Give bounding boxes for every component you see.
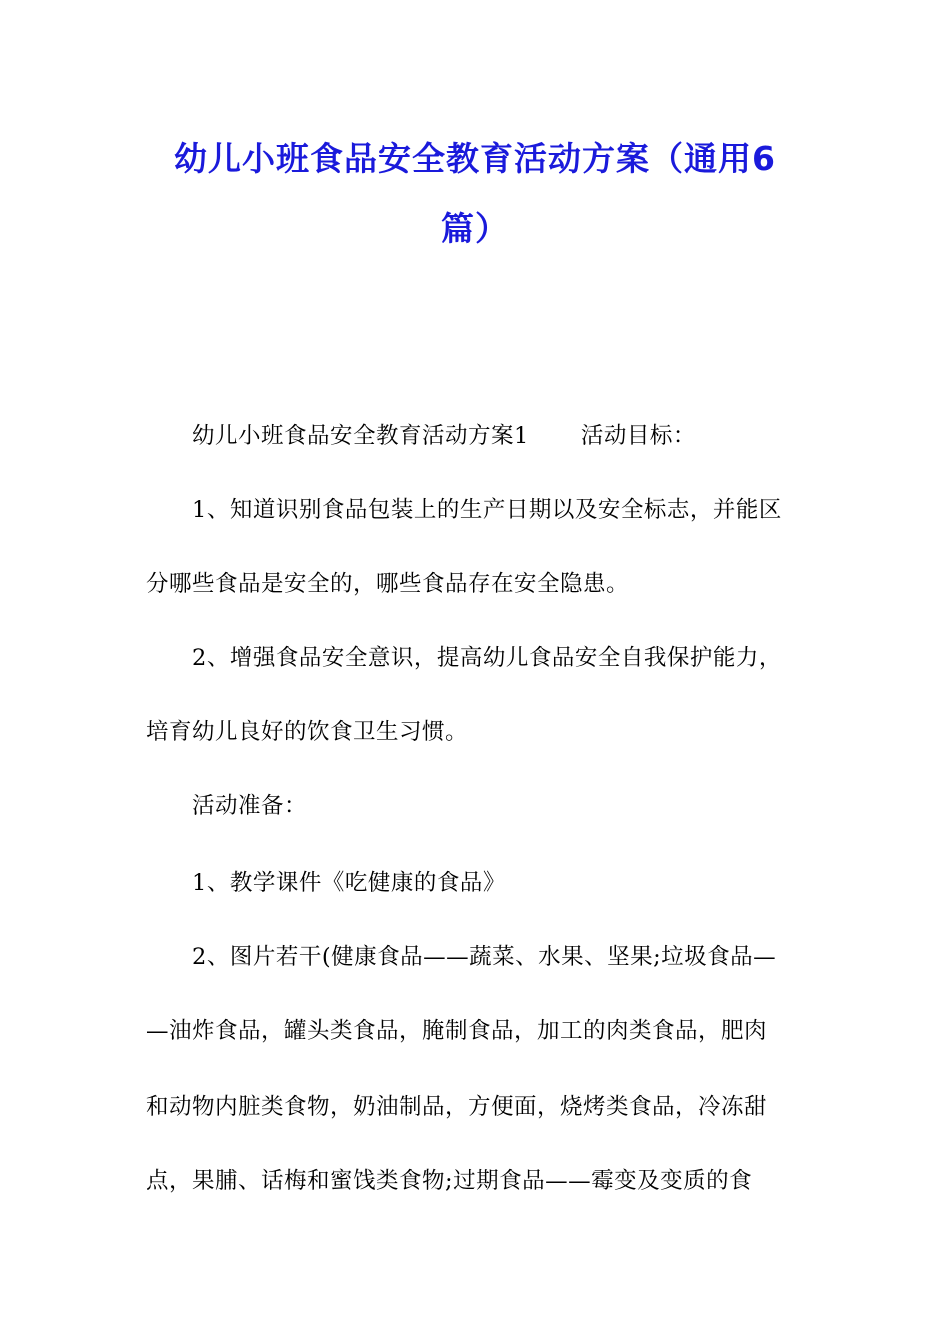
paragraph-line: 点，果脯、话梅和蜜饯类食物;过期食品——霉变及变质的食: [146, 1168, 753, 1194]
paragraph-line: 培育幼儿良好的饮食卫生习惯。: [146, 719, 469, 745]
paragraph-line: 分哪些食品是安全的，哪些食品存在安全隐患。: [146, 571, 630, 597]
document-title-line-2: 篇）: [441, 209, 509, 248]
paragraph-line: 2、图片若干(健康食品——蔬菜、水果、坚果;垃圾食品—: [192, 944, 777, 970]
paragraph-line: 1、教学课件《吃健康的食品》: [192, 870, 506, 896]
section-subheading: 活动目标：: [580, 423, 696, 449]
paragraph-line: 活动准备：: [192, 793, 308, 819]
section-heading-row: [192, 421, 856, 451]
paragraph-line: 1、知道识别食品包装上的生产日期以及安全标志，并能区: [192, 497, 782, 523]
document-title-line-1: 幼儿小班食品安全教育活动方案（通用6: [174, 139, 776, 178]
paragraph-line: 和动物内脏类食物，奶油制品，方便面，烧烤类食品，冷冻甜: [146, 1094, 768, 1120]
paragraph-line: 2、增强食品安全意识，提高幼儿食品安全自我保护能力，: [192, 645, 782, 671]
section-heading: 幼儿小班食品安全教育活动方案1: [192, 423, 529, 449]
paragraph-line: —油炸食品，罐头类食品，腌制食品，加工的肉类食品，肥肉: [146, 1018, 768, 1044]
